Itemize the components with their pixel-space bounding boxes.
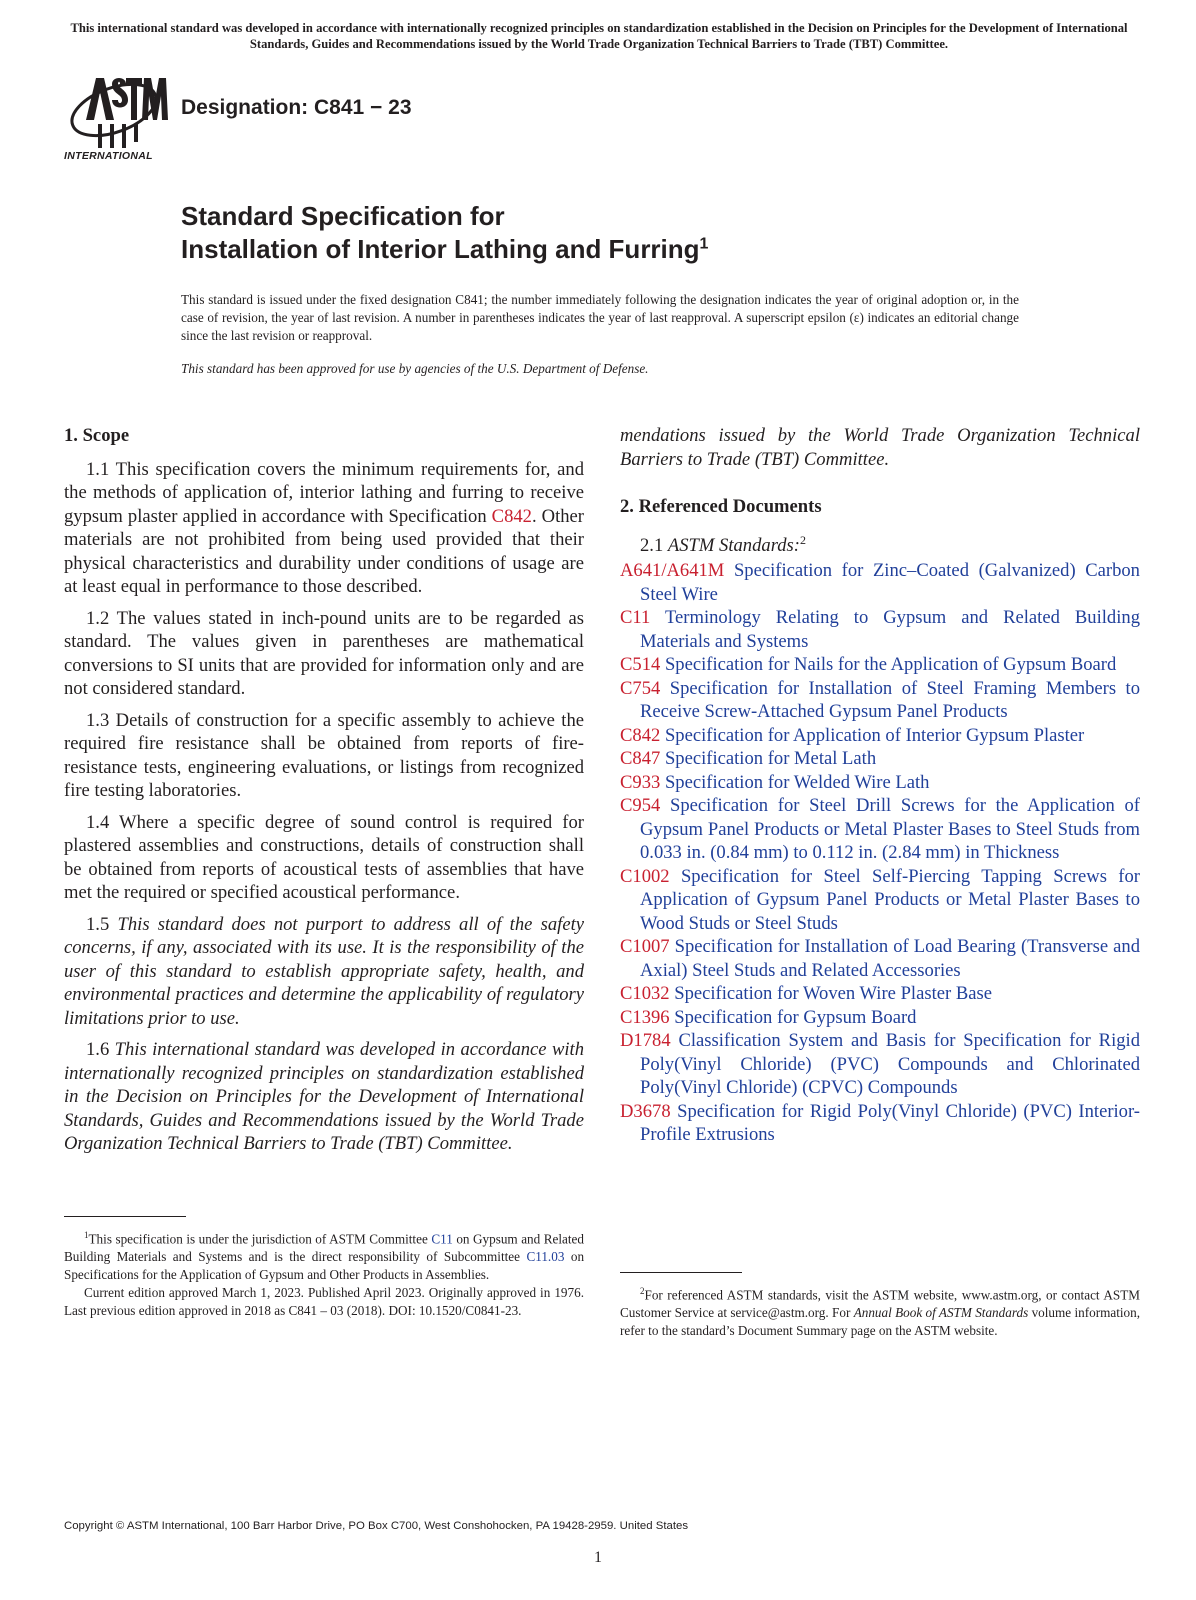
astm-logo-mark xyxy=(64,70,168,150)
reference-title[interactable]: Specification for Installation of Load Bearing (Transverse and Axial) Steel Studs and Related Accessories xyxy=(640,936,1140,981)
link-c11-03[interactable]: C11.03 xyxy=(526,1249,565,1265)
reference-code[interactable]: C847 xyxy=(620,748,661,770)
document-title xyxy=(181,200,708,266)
logo-international-text: INTERNATIONAL xyxy=(64,150,153,162)
astm-standards-subheading xyxy=(620,529,1140,558)
footnote-mark: 2 xyxy=(799,532,806,547)
reference-item[interactable] xyxy=(620,724,1140,748)
reference-item[interactable] xyxy=(620,1006,1140,1030)
footnote-mark: 2 xyxy=(640,1286,645,1296)
link-c11[interactable]: C11 xyxy=(431,1231,453,1247)
paragraph-text: Where a specific degree of sound control is required for plastered assemblies and constructions, details of construction shall be obtained from reports of acoustical tests of assemblies that have met the required or specified acoustical performance. xyxy=(64,811,584,903)
reference-title[interactable]: Specification for Installation of Steel Framing Members to Receive Screw-Attached Gypsum Panel Products xyxy=(640,677,1140,723)
reference-list xyxy=(620,559,1140,1147)
reference-item[interactable] xyxy=(620,982,1140,1006)
paragraph-text: This standard does not purport to address all of the safety concerns, if any, associated with its use. It is the responsibility of the user of this standard to establish appropriate safety, health, and environmental practices and determine the applicability of regulatory limitations prior to use. xyxy=(64,913,584,1029)
footnote-text: volume information, refer to the standard’s Document Summary page on the ASTM website. xyxy=(620,1305,1141,1339)
subsection-number: 2.1 xyxy=(640,534,664,556)
reference-code[interactable]: C754 xyxy=(620,677,661,699)
reference-title[interactable]: Specification for Application of Interior Gypsum Plaster xyxy=(664,724,1085,746)
reference-title[interactable]: Classification System and Basis for Specification for Rigid Poly(Vinyl Chloride) (PVC) Compounds and Chlorinated Poly(Vinyl Chloride) (CPVC) Compounds xyxy=(640,1030,1140,1099)
footnote-text: on Specifications for the Application of Gypsum and Other Products in Assemblies. xyxy=(64,1249,585,1283)
reference-item[interactable] xyxy=(620,935,1140,982)
reference-code[interactable]: C1002 xyxy=(620,865,670,887)
link-c842[interactable]: C842 xyxy=(491,505,532,527)
scope-paragraph-1-1 xyxy=(64,458,584,599)
right-column xyxy=(620,424,1140,1147)
footnote-1-edition: Current edition approved March 1, 2023. Published April 2023. Originally approved in 1976. Last previous edition approved in 2018 as C841 – 03 (2018). DOI: 10.1520/C0841-23. xyxy=(64,1285,584,1319)
title-line-1: Standard Specification for xyxy=(181,201,505,231)
footnote-text: For referenced ASTM standards, visit the ASTM website, www.astm.org, or contact ASTM Customer Service at service@astm.org. For xyxy=(620,1287,1140,1321)
reference-code[interactable]: C954 xyxy=(620,795,661,817)
title-footnote-mark: 1 xyxy=(699,235,709,253)
reference-item[interactable] xyxy=(620,747,1140,771)
footnote-rule-right xyxy=(620,1272,742,1273)
reference-code[interactable]: C514 xyxy=(620,654,661,676)
reference-item[interactable] xyxy=(620,653,1140,677)
reference-title[interactable]: Specification for Nails for the Application of Gypsum Board xyxy=(664,654,1117,676)
scope-paragraph-1-5 xyxy=(64,913,584,1031)
scope-heading: 1. Scope xyxy=(64,425,130,446)
paragraph-text: This specification covers the minimum requirements for, and the methods of application of, interior lathing and furring to receive gypsum plaster applied in accordance with Specification xyxy=(64,458,585,527)
scope-paragraph-1-6-continued: mendations issued by the World Trade Organization Technical Barriers to Trade (TBT) Committee. xyxy=(620,425,1140,470)
paragraph-text: . Other materials are not prohibited from being used provided that their physical characteristics and durability under conditions of usage are at least equal in performance to those described. xyxy=(64,505,584,597)
reference-title[interactable]: Terminology Relating to Gypsum and Related Building Materials and Systems xyxy=(640,607,1140,652)
paragraph-number: 1.4 xyxy=(86,811,110,833)
dod-approval-statement: This standard has been approved for use by agencies of the U.S. Department of Defense. xyxy=(181,361,649,376)
copyright-line: Copyright © ASTM International, 100 Barr Harbor Drive, PO Box C700, West Conshohocken, PA 19428-2959. United States xyxy=(64,1520,689,1532)
reference-title[interactable]: Specification for Zinc–Coated (Galvanized) Carbon Steel Wire xyxy=(640,560,1140,605)
paragraph-text: Details of construction for a specific assembly to achieve the required fire resistance shall be obtained from reports of fire-resistance tests, engineering evaluations, or listings from recognized fire testing laboratories. xyxy=(64,709,584,801)
footnote-1 xyxy=(64,1226,584,1320)
footnote-mark: 1 xyxy=(84,1230,89,1240)
reference-code[interactable]: A641/A641M xyxy=(620,560,725,582)
reference-item[interactable] xyxy=(620,559,1140,606)
paragraph-text: This international standard was developed in accordance with internationally recognized principles on standardization established in the Decision on Principles for the Development of International Standards, Guides and Recommendations issued by the World Trade Organization Technical Barriers to Trade (TBT) Committee. xyxy=(64,1039,584,1154)
paragraph-number: 1.2 xyxy=(86,607,110,629)
reference-title[interactable]: Specification for Steel Drill Screws for the Application of Gypsum Panel Products or Metal Plaster Bases to Steel Studs from 0.033 in. (0.84 mm) to 0.112 in. (2.84 mm) in Thickness xyxy=(640,795,1140,864)
reference-title[interactable]: Specification for Metal Lath xyxy=(664,748,877,770)
left-column xyxy=(64,424,585,1154)
reference-code[interactable]: C1032 xyxy=(620,983,670,1005)
wto-notice: This international standard was developed in accordance with internationally recognized principles on standardization established in the Decision on Principles for the Development of International Standards, Guides and Recommendations issued by the World Trade Organization Technical Barriers to Trade (TBT) Committee. xyxy=(70,21,1128,51)
astm-logo xyxy=(64,70,168,166)
reference-title[interactable]: Specification for Woven Wire Plaster Base xyxy=(674,983,992,1005)
paragraph-text: The values stated in inch-pound units are to be regarded as standard. The values given in parentheses are mathematical conversions to SI units that are provided for information only and are not considered standard. xyxy=(64,607,585,699)
reference-code[interactable]: C1007 xyxy=(620,936,670,958)
footnote-italic-text: Annual Book of ASTM Standards xyxy=(853,1305,1029,1321)
title-line-2-text: Installation of Interior Lathing and Furring xyxy=(181,234,700,264)
page-number: 1 xyxy=(594,1549,602,1566)
referenced-documents-heading: 2. Referenced Documents xyxy=(620,496,822,517)
footnote-1-text xyxy=(64,1226,584,1284)
scope-paragraph-1-3 xyxy=(64,709,584,803)
subsection-label: ASTM Standards: xyxy=(667,534,800,556)
paragraph-number: 1.5 xyxy=(86,913,110,935)
reference-item[interactable] xyxy=(620,606,1140,653)
reference-code[interactable]: D3678 xyxy=(620,1100,671,1122)
footnote-text: on Gypsum and Related Building Materials and Systems and is the direct responsibility of Subcommittee xyxy=(64,1231,585,1265)
reference-item[interactable] xyxy=(620,677,1140,724)
reference-item[interactable] xyxy=(620,771,1140,795)
reference-code[interactable]: C1396 xyxy=(620,1006,670,1028)
reference-title[interactable]: Specification for Steel Self-Piercing Tapping Screws for Application of Gypsum Panel Products or Metal Plaster Bases to Wood Studs or Steel Studs xyxy=(640,865,1140,934)
reference-code[interactable]: D1784 xyxy=(620,1030,671,1052)
reference-code[interactable]: C842 xyxy=(620,724,661,746)
footnote-2 xyxy=(620,1282,1140,1340)
reference-title[interactable]: Specification for Rigid Poly(Vinyl Chloride) (PVC) Interior-Profile Extrusions xyxy=(640,1100,1140,1146)
reference-item[interactable] xyxy=(620,865,1140,936)
issuance-statement: This standard is issued under the fixed designation C841; the number immediately following the designation indicates the year of original adoption or, in the case of revision, the year of last revision. A number in parentheses indicates the year of last reapproval. A superscript epsilon (ε) indicates an editorial change since the last revision or reapproval. xyxy=(181,292,1019,343)
reference-item[interactable] xyxy=(620,794,1140,865)
reference-title[interactable]: Specification for Gypsum Board xyxy=(674,1006,917,1028)
reference-item[interactable] xyxy=(620,1029,1140,1100)
scope-paragraph-1-2 xyxy=(64,607,584,701)
designation: Designation: C841 − 23 xyxy=(181,96,412,119)
title-line-2 xyxy=(181,233,708,266)
footnote-rule-left xyxy=(64,1216,186,1217)
reference-title[interactable]: Specification for Welded Wire Lath xyxy=(664,771,930,793)
reference-code[interactable]: C933 xyxy=(620,771,661,793)
scope-paragraph-1-4 xyxy=(64,811,584,905)
reference-item[interactable] xyxy=(620,1100,1140,1147)
reference-code[interactable]: C11 xyxy=(620,607,651,629)
paragraph-number: 1.6 xyxy=(86,1039,110,1060)
footnote-2-text xyxy=(620,1282,1140,1340)
paragraph-number: 1.3 xyxy=(86,709,110,731)
paragraph-number: 1.1 xyxy=(86,458,110,480)
scope-paragraph-1-6 xyxy=(64,1038,584,1154)
footnote-text: This specification is under the jurisdiction of ASTM Committee xyxy=(88,1231,428,1247)
